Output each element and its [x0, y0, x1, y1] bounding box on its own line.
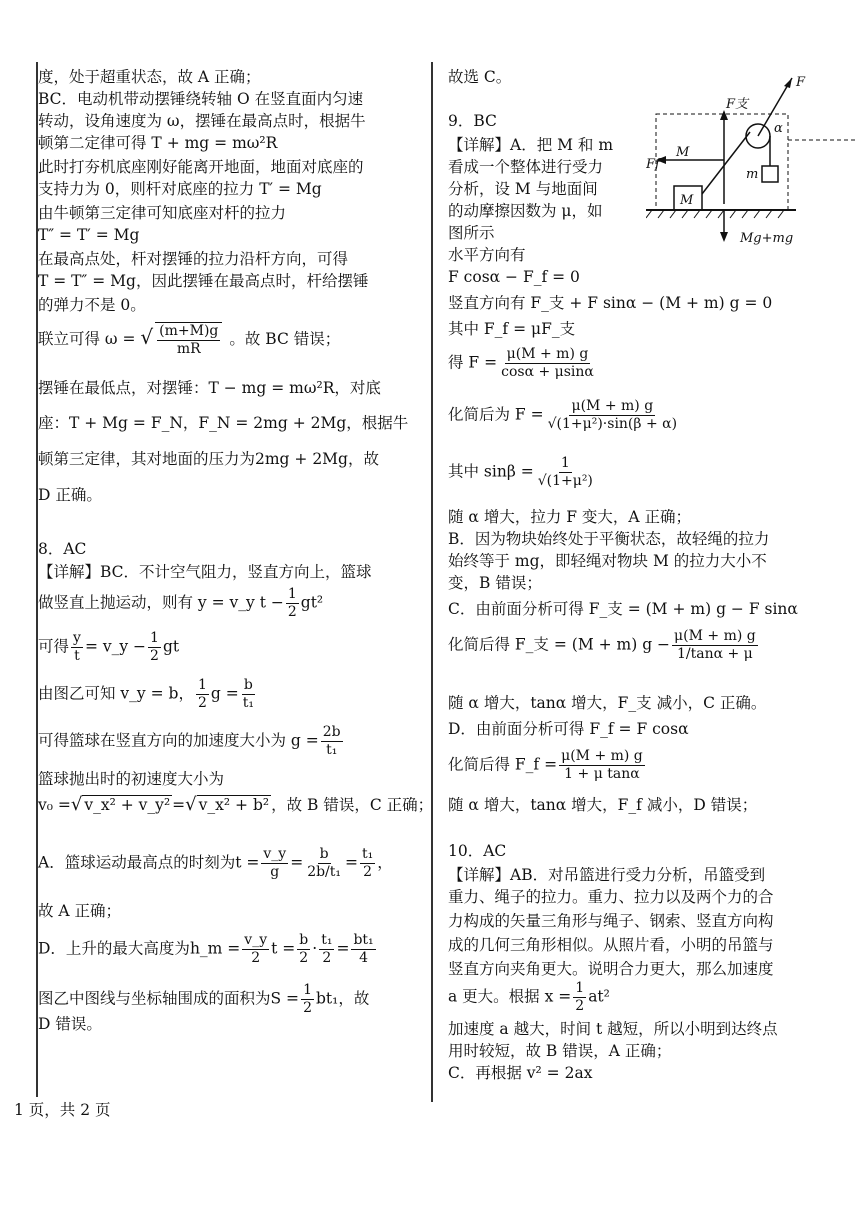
- formula-line: 化简后得 F_f = $\frac{\mu(M + m) g}{\text{1 + μ tanα}}$: [448, 748, 643, 782]
- text-line: T = T″ = Mg，因此摆锤在最高点时，杆给摆锤: [38, 272, 369, 290]
- page-footer: 1 页，共 2 页: [14, 1101, 111, 1119]
- label-M-block: M: [680, 193, 694, 208]
- label-M-arrow: M: [676, 145, 690, 160]
- formula-line: 由图乙可知 v_y = b， $\frac{1}{2}$ g = $\frac{b}{\text{t₁}}$: [38, 677, 254, 711]
- text-line: 始终等于 mg，即轻绳对物块 M 的拉力大小不: [448, 552, 767, 570]
- text-line: 【详解】A．把 M 和 m: [448, 136, 614, 154]
- rope: [702, 132, 750, 194]
- text-line: BC．电动机带动摆锤绕转轴 O 在竖直面内匀速: [38, 90, 364, 108]
- text-line: 加速度 a 越大，时间 t 越短，所以小明到达终点: [448, 1020, 778, 1038]
- text-line: 重力、绳子的拉力。重力、拉力以及两个力的合: [448, 888, 774, 906]
- formula-line: 做竖直上抛运动，则有 y = v_y t − $\frac{1}{2}$ gt²: [38, 586, 324, 620]
- text-line: 用时较短，故 B 错误，A 正确；: [448, 1042, 672, 1060]
- text-line: 篮球抛出时的初速度大小为: [38, 770, 225, 788]
- text-line: 随 α 增大，tanα 增大，F_f 减小，D 错误；: [448, 796, 758, 814]
- text-line: 支持力为 0，则杆对底座的拉力 T′ = Mg: [38, 180, 322, 198]
- text-line: 竖直方向夹角更大。说明合力更大，那么加速度: [448, 960, 774, 978]
- text-line: F cosα − F_f = 0: [448, 268, 580, 286]
- text-line: 在最高点处，杆对摆锤的拉力沿杆方向，可得: [38, 250, 349, 268]
- text-line: 故 A 正确；: [38, 902, 122, 920]
- text-line: 图所示: [448, 224, 495, 242]
- text-line: 顿第三定律，其对地面的压力为2mg + 2Mg，故: [38, 450, 379, 468]
- question-number: 9．BC: [448, 112, 497, 130]
- label-F: F: [796, 75, 806, 90]
- text-line: 故选 C。: [448, 68, 512, 86]
- text-line: 成的几何三角形相似。从照片看，小明的吊篮与: [448, 936, 774, 954]
- text-line: 的动摩擦因数为 μ，如: [448, 202, 603, 220]
- text-line: B．因为物块始终处于平衡状态，故轻绳的拉力: [448, 530, 770, 548]
- text-line: D 正确。: [38, 486, 102, 504]
- label-m: m: [746, 167, 759, 182]
- text-line: 竖直方向有 F_支 + F sinα − (M + m) g = 0: [448, 294, 773, 312]
- label-Ff: Ff: [646, 157, 660, 172]
- formula-line: 其中 sinβ = $\frac{1}{\text{√(1+μ²)}}$: [448, 455, 593, 489]
- text-line: 分析，设 M 与地面间: [448, 180, 598, 198]
- text-line: C．由前面分析可得 F_支 = (M + m) g − F sinα: [448, 600, 798, 618]
- text-line: 力构成的矢量三角形与绳子、钢索、竖直方向构: [448, 912, 774, 930]
- text-line: C．再根据 v² = 2ax: [448, 1064, 593, 1082]
- label-Fzhi: F支: [726, 97, 749, 112]
- formula-line: a 更大。根据 x = $\frac{1}{2}$ at²: [448, 980, 610, 1014]
- text-line: 变，B 错误；: [448, 574, 542, 592]
- column-divider: [431, 62, 433, 1102]
- ground-hatch: [646, 210, 784, 218]
- formula-line: D．上升的最大高度为h_m = $\frac{v\_y}{2}$ t = $\frac{b}{2}$ · $\frac{\text{t₁}}{2}$ = $\frac{\text{bt₁}}{4}$: [38, 932, 374, 966]
- label-weight: Mg+mg: [740, 231, 794, 246]
- text-line: 转动，设角速度为 ω，摆锤在最高点时，根据牛: [38, 112, 366, 130]
- text-line: 由牛顿第三定律可知底座对杆的拉力: [38, 204, 287, 222]
- force-diagram: [646, 72, 856, 250]
- formula-line: 联立可得 ω = √ $\frac{(m+M)g}{mR}$ 。故 BC 错误；: [38, 323, 341, 357]
- text-line: 随 α 增大，拉力 F 变大，A 正确；: [448, 508, 692, 526]
- formula-line: 可得篮球在竖直方向的加速度大小为 g = $\frac{2b}{\text{t₁}}$: [38, 724, 341, 758]
- formula-line: 得 F = $\frac{\mu(M + m) g}{\cos\alpha + \mu\sin\alpha}$: [448, 346, 594, 380]
- formula-line: A．篮球运动最高点的时刻为t = $\frac{v\_y}{g}$ = $\frac{b}{\text{2b/t₁}}$ = $\frac{\text{t₁}}{2}$ ，: [38, 846, 393, 880]
- formula-line: 可得 $\frac{y}{t}$ = v_y − $\frac{1}{2}$ gt: [38, 630, 180, 664]
- question-number: 10．AC: [448, 842, 507, 860]
- text-line: 此时打夯机底座刚好能离开地面，地面对底座的: [38, 158, 364, 176]
- text-line: 摆锤在最低点，对摆锤：T − mg = mω²R，对底: [38, 379, 381, 397]
- formula-line: 化简后得 F_支 = (M + m) g − $\frac{\mu(M + m) g}{1/\tan\alpha + \mu}$: [448, 628, 756, 662]
- text-line: T″ = T′ = Mg: [38, 226, 140, 244]
- formula-line: 化简后为 F = $\frac{\mu(M + m) g}{\text{√(1+μ²)·sin(β + α)}}$: [448, 398, 678, 432]
- text-line: D 错误。: [38, 1015, 102, 1033]
- text-line: 其中 F_f = μF_支: [448, 320, 576, 338]
- block-m: [762, 166, 778, 182]
- text-line: 看成一个整体进行受力: [448, 158, 604, 176]
- text-line: 水平方向有: [448, 246, 526, 264]
- text-line: 的弹力不是 0。: [38, 296, 146, 314]
- text-line: 【详解】BC．不计空气阻力，竖直方向上，篮球: [38, 563, 372, 581]
- text-line: 【详解】AB．对吊篮进行受力分析，吊篮受到: [448, 866, 766, 884]
- label-alpha: α: [774, 121, 783, 136]
- text-line: 顿第二定律可得 T + mg = mω²R: [38, 134, 278, 152]
- formula-line: v₀ =√ v_x² + v_y² =√ v_x² + b² ，故 B 错误，C 正确；: [38, 794, 434, 815]
- question-number: 8．AC: [38, 540, 87, 558]
- text-line: 随 α 增大，tanα 增大，F_支 减小，C 正确。: [448, 694, 767, 712]
- formula-line: 图乙中图线与坐标轴围成的面积为S = $\frac{1}{2}$ bt₁，故: [38, 982, 370, 1016]
- text-line: D．由前面分析可得 F_f = F cosα: [448, 720, 689, 738]
- text-line: 度，处于超重状态，故 A 正确；: [38, 68, 261, 86]
- text-line: 座：T + Mg = F_N，F_N = 2mg + 2Mg，根据牛: [38, 414, 409, 432]
